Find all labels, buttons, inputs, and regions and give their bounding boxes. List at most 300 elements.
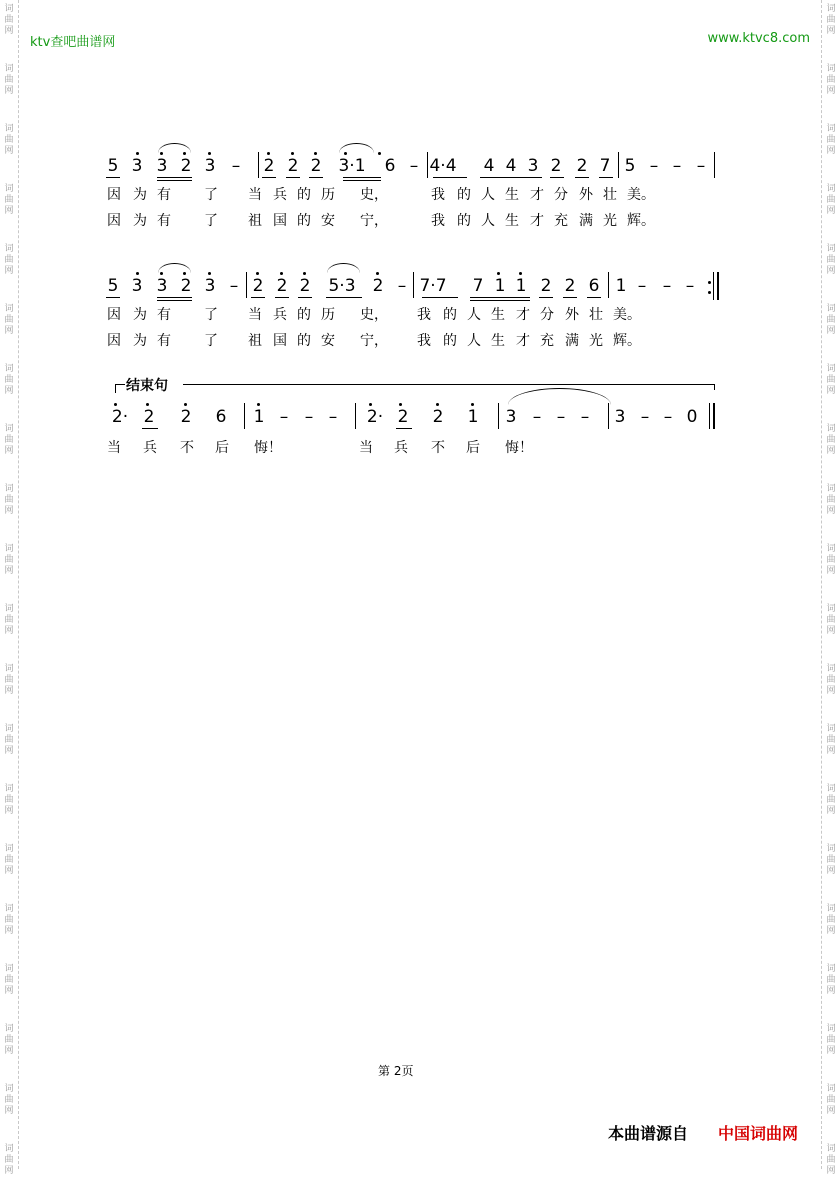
watermark-char: 网 <box>4 866 14 876</box>
lyric-char: 才 <box>530 213 544 229</box>
lyric-char: 了 <box>204 333 218 349</box>
watermark-char: 词 <box>826 664 836 674</box>
lyric-char: 生 <box>505 213 519 229</box>
note: 7·7 <box>419 276 447 296</box>
lyric-char: 国 <box>273 333 287 349</box>
lyric-char: 为 <box>133 213 147 229</box>
lyric-char: 的 <box>457 213 471 229</box>
lyric-char: 的 <box>443 307 457 323</box>
watermark-char: 曲 <box>826 15 836 25</box>
lyric-char: 后 <box>466 440 480 456</box>
watermark-char: 词 <box>4 1024 14 1034</box>
watermark-char: 曲 <box>826 75 836 85</box>
watermark-group <box>0 660 18 720</box>
watermark-char: 词 <box>4 244 14 254</box>
underline <box>539 297 553 298</box>
ending-label: 结束句 <box>126 378 168 394</box>
watermark-char: 网 <box>4 86 14 96</box>
underline <box>470 300 530 301</box>
watermark-char: 曲 <box>826 675 836 685</box>
lyric-char: 才 <box>516 333 530 349</box>
watermark-char: 词 <box>4 964 14 974</box>
note: 7 <box>599 156 611 176</box>
lyric-char: 为 <box>133 187 147 203</box>
note: – <box>556 407 566 427</box>
note: – <box>696 156 706 176</box>
watermark-char: 网 <box>4 926 14 936</box>
note: 4·4 <box>429 156 457 176</box>
left-watermark-strip <box>0 0 19 1176</box>
watermark-char: 网 <box>826 986 836 996</box>
watermark-group <box>822 240 840 300</box>
watermark-group <box>822 960 840 1020</box>
watermark-char: 曲 <box>4 1155 14 1165</box>
tie-arc <box>339 143 374 153</box>
lyric-char: 我 <box>431 187 445 203</box>
note: 2 <box>180 156 192 176</box>
watermark-char: 词 <box>4 184 14 194</box>
watermark-group <box>0 480 18 540</box>
watermark-char: 网 <box>826 86 836 96</box>
note: 7 <box>472 276 484 296</box>
barline <box>258 152 259 178</box>
watermark-char: 词 <box>4 544 14 554</box>
underline <box>157 300 192 301</box>
watermark-char: 曲 <box>826 855 836 865</box>
lyric-char: 壮 <box>589 307 603 323</box>
lyric-char: 安 <box>321 333 335 349</box>
octave-dot <box>208 272 211 275</box>
note: – <box>637 276 647 296</box>
watermark-char: 网 <box>826 386 836 396</box>
octave-dot <box>256 272 259 275</box>
underline <box>157 297 192 298</box>
octave-dot <box>257 403 260 406</box>
watermark-char: 网 <box>826 806 836 816</box>
watermark-char: 曲 <box>826 1155 836 1165</box>
lyric-char: 因 <box>107 187 121 203</box>
note: 2· <box>366 407 384 427</box>
octave-dot <box>136 152 139 155</box>
octave-dot <box>436 403 439 406</box>
watermark-group <box>822 900 840 960</box>
watermark-char: 网 <box>4 326 14 336</box>
lyric-char: 光 <box>589 333 603 349</box>
lyric-char: 兵 <box>394 440 408 456</box>
underline <box>286 177 300 178</box>
watermark-char: 词 <box>4 1084 14 1094</box>
repeat-dot <box>708 291 711 294</box>
watermark-group <box>0 360 18 420</box>
lyric-char: 我 <box>431 213 445 229</box>
note: – <box>685 276 695 296</box>
note: 3 <box>204 276 216 296</box>
watermark-char: 词 <box>4 304 14 314</box>
watermark-char: 词 <box>4 784 14 794</box>
underline <box>275 297 289 298</box>
octave-dot <box>280 272 283 275</box>
lyric-char: 我 <box>417 307 431 323</box>
note: 4 <box>505 156 517 176</box>
watermark-char: 网 <box>4 746 14 756</box>
lyric-char: 祖 <box>248 333 262 349</box>
watermark-char: 网 <box>826 746 836 756</box>
lyric-char: 为 <box>133 307 147 323</box>
ending-bracket-corner <box>115 384 125 393</box>
note: 2 <box>564 276 576 296</box>
lyric-char: 为 <box>133 333 147 349</box>
lyric-char: 充 <box>540 333 554 349</box>
octave-dot <box>136 272 139 275</box>
underline <box>298 297 312 298</box>
watermark-group <box>822 360 840 420</box>
lyric-char: 人 <box>481 213 495 229</box>
watermark-char: 词 <box>826 784 836 794</box>
lyric-char: 人 <box>481 187 495 203</box>
lyric-char: 有 <box>157 333 171 349</box>
watermark-char: 网 <box>4 206 14 216</box>
watermark-char: 曲 <box>4 495 14 505</box>
watermark-char: 网 <box>826 1046 836 1056</box>
watermark-char: 曲 <box>826 735 836 745</box>
ending-bracket-tick <box>714 384 715 390</box>
watermark-char: 词 <box>4 1144 14 1154</box>
note: – <box>649 156 659 176</box>
note: 2 <box>276 276 288 296</box>
watermark-char: 曲 <box>826 435 836 445</box>
underline <box>470 297 530 298</box>
note: 3 <box>156 276 168 296</box>
note: 3 <box>131 276 143 296</box>
lyric-char: 悔！ <box>254 440 282 456</box>
lyric-char: 生 <box>505 187 519 203</box>
watermark-char: 词 <box>4 484 14 494</box>
watermark-char: 词 <box>826 1024 836 1034</box>
octave-dot <box>208 152 211 155</box>
watermark-char: 曲 <box>4 555 14 565</box>
watermark-group <box>0 600 18 660</box>
watermark-char: 词 <box>4 424 14 434</box>
watermark-group <box>822 840 840 900</box>
underline <box>422 297 458 298</box>
octave-dot <box>519 272 522 275</box>
watermark-group <box>0 180 18 240</box>
note: – <box>229 276 239 296</box>
watermark-char: 网 <box>4 1106 14 1116</box>
tie-arc <box>158 263 191 273</box>
lyric-char: 当 <box>359 440 373 456</box>
note: 2 <box>310 156 322 176</box>
watermark-group <box>822 1140 840 1200</box>
underline <box>563 297 577 298</box>
watermark-char: 曲 <box>4 675 14 685</box>
note: 1 <box>494 276 506 296</box>
note: 2 <box>397 407 409 427</box>
watermark-group <box>0 720 18 780</box>
lyric-char: 才 <box>530 187 544 203</box>
watermark-char: 词 <box>4 724 14 734</box>
note: 1 <box>515 276 527 296</box>
watermark-char: 词 <box>826 844 836 854</box>
underline <box>326 297 362 298</box>
lyric-char: 的 <box>457 187 471 203</box>
note: 2 <box>287 156 299 176</box>
watermark-char: 网 <box>4 686 14 696</box>
lyric-char: 安 <box>321 213 335 229</box>
note: 2 <box>180 407 192 427</box>
watermark-group <box>822 1020 840 1080</box>
octave-dot <box>184 403 187 406</box>
watermark-char: 曲 <box>4 435 14 445</box>
watermark-char: 网 <box>4 986 14 996</box>
watermark-char: 网 <box>4 446 14 456</box>
watermark-char: 曲 <box>826 375 836 385</box>
note: 6 <box>588 276 600 296</box>
watermark-char: 曲 <box>4 855 14 865</box>
watermark-char: 网 <box>826 866 836 876</box>
note: – <box>663 407 673 427</box>
lyric-char: 后 <box>215 440 229 456</box>
watermark-char: 词 <box>826 364 836 374</box>
watermark-char: 网 <box>4 386 14 396</box>
note: 3 <box>614 407 626 427</box>
note: 3·1 <box>338 156 366 176</box>
note: 5 <box>107 276 119 296</box>
underline <box>309 177 323 178</box>
watermark-char: 曲 <box>4 75 14 85</box>
lyric-char: 有 <box>157 307 171 323</box>
watermark-char: 曲 <box>4 195 14 205</box>
lyric-char: 不 <box>431 440 445 456</box>
octave-dot <box>399 403 402 406</box>
watermark-group <box>0 1020 18 1080</box>
watermark-char: 词 <box>826 604 836 614</box>
note: 6 <box>215 407 227 427</box>
watermark-char: 曲 <box>826 315 836 325</box>
double-barline-thin <box>713 272 714 300</box>
lyric-char: 了 <box>204 213 218 229</box>
note: 5 <box>624 156 636 176</box>
lyric-char: 的 <box>297 307 311 323</box>
note: – <box>397 276 407 296</box>
watermark-char: 曲 <box>826 795 836 805</box>
lyric-char: 分 <box>540 307 554 323</box>
barline <box>355 403 356 429</box>
watermark-group <box>822 600 840 660</box>
watermark-char: 网 <box>4 506 14 516</box>
repeat-dot <box>708 281 711 284</box>
lyric-char: 悔！ <box>505 440 533 456</box>
lyric-char: 因 <box>107 333 121 349</box>
underline <box>396 428 412 429</box>
watermark-char: 词 <box>826 904 836 914</box>
watermark-group <box>0 1140 18 1200</box>
lyric-char: 生 <box>491 333 505 349</box>
watermark-group <box>822 180 840 240</box>
watermark-group <box>822 780 840 840</box>
octave-dot <box>471 403 474 406</box>
note: 3 <box>204 156 216 176</box>
watermark-group <box>0 120 18 180</box>
watermark-char: 词 <box>826 1084 836 1094</box>
watermark-char: 网 <box>4 1046 14 1056</box>
octave-dot <box>369 403 372 406</box>
lyric-char: 的 <box>297 213 311 229</box>
watermark-char: 曲 <box>4 735 14 745</box>
watermark-char: 曲 <box>4 915 14 925</box>
note: 2 <box>299 276 311 296</box>
watermark-char: 词 <box>826 124 836 134</box>
note: 0 <box>686 407 698 427</box>
note: 4 <box>483 156 495 176</box>
underline <box>550 177 564 178</box>
watermark-char: 曲 <box>4 1035 14 1045</box>
watermark-char: 曲 <box>4 615 14 625</box>
lyric-char: 兵 <box>143 440 157 456</box>
watermark-char: 词 <box>826 424 836 434</box>
lyric-char: 因 <box>107 307 121 323</box>
lyric-char: 历 <box>321 187 335 203</box>
watermark-char: 词 <box>826 4 836 14</box>
watermark-group <box>0 780 18 840</box>
lyric-char: 当 <box>107 440 121 456</box>
underline <box>587 297 601 298</box>
watermark-char: 网 <box>4 146 14 156</box>
underline <box>142 428 158 429</box>
site-name: ktv查吧曲谱网 <box>30 35 116 50</box>
ending-bracket-line <box>183 384 715 385</box>
lyric-char: 外 <box>565 307 579 323</box>
watermark-char: 网 <box>826 626 836 636</box>
note: 3 <box>131 156 143 176</box>
note: 2 <box>180 276 192 296</box>
lyric-char: 人 <box>467 333 481 349</box>
watermark-char: 曲 <box>826 915 836 925</box>
octave-dot <box>314 152 317 155</box>
watermark-group <box>822 540 840 600</box>
note: 2 <box>550 156 562 176</box>
site-url: www.ktvc8.com <box>707 31 810 46</box>
underline <box>157 177 192 178</box>
source-label: 本曲谱源自 <box>608 1124 689 1143</box>
watermark-char: 词 <box>4 664 14 674</box>
watermark-char: 曲 <box>826 195 836 205</box>
watermark-char: 词 <box>826 64 836 74</box>
octave-dot <box>303 272 306 275</box>
lyric-char: 国 <box>273 213 287 229</box>
watermark-char: 词 <box>826 544 836 554</box>
note: 1 <box>467 407 479 427</box>
note: – <box>409 156 419 176</box>
barline <box>608 272 609 298</box>
lyric-char: 宁， <box>360 333 388 349</box>
watermark-char: 词 <box>826 304 836 314</box>
watermark-group <box>822 420 840 480</box>
note: – <box>640 407 650 427</box>
watermark-char: 曲 <box>826 135 836 145</box>
note: 5 <box>107 156 119 176</box>
underline <box>480 177 542 178</box>
barline <box>618 152 619 178</box>
lyric-char: 历 <box>321 307 335 323</box>
lyric-char: 当 <box>248 187 262 203</box>
watermark-char: 曲 <box>826 495 836 505</box>
barline <box>608 403 609 429</box>
watermark-char: 词 <box>826 484 836 494</box>
barline <box>413 272 414 298</box>
note: 2 <box>252 276 264 296</box>
watermark-char: 曲 <box>826 555 836 565</box>
note: 3 <box>156 156 168 176</box>
watermark-char: 曲 <box>4 15 14 25</box>
watermark-char: 曲 <box>4 375 14 385</box>
watermark-char: 曲 <box>826 975 836 985</box>
octave-dot <box>291 152 294 155</box>
note: – <box>580 407 590 427</box>
watermark-group <box>822 0 840 60</box>
note: 2 <box>372 276 384 296</box>
watermark-group <box>822 480 840 540</box>
barline <box>714 152 715 178</box>
watermark-group <box>822 720 840 780</box>
note: 2 <box>540 276 552 296</box>
note: 2 <box>143 407 155 427</box>
underline <box>343 177 381 178</box>
watermark-group <box>822 1080 840 1140</box>
watermark-char: 网 <box>826 686 836 696</box>
lyric-char: 才 <box>516 307 530 323</box>
lyric-char: 的 <box>297 187 311 203</box>
underline <box>106 177 120 178</box>
lyric-char: 满 <box>579 213 593 229</box>
note: – <box>304 407 314 427</box>
octave-dot <box>114 403 117 406</box>
watermark-char: 网 <box>826 1106 836 1116</box>
watermark-char: 网 <box>826 206 836 216</box>
double-barline-thick <box>717 272 719 300</box>
watermark-char: 词 <box>826 244 836 254</box>
lyric-char: 辉。 <box>627 213 655 229</box>
underline <box>251 297 265 298</box>
lyric-char: 美。 <box>627 187 655 203</box>
lyric-char: 史， <box>360 307 388 323</box>
watermark-group <box>822 120 840 180</box>
watermark-char: 网 <box>826 506 836 516</box>
watermark-char: 词 <box>826 964 836 974</box>
watermark-group <box>0 840 18 900</box>
watermark-char: 网 <box>826 1166 836 1176</box>
note: 1 <box>615 276 627 296</box>
watermark-char: 词 <box>4 124 14 134</box>
underline <box>575 177 589 178</box>
lyric-char: 了 <box>204 307 218 323</box>
note: 1 <box>253 407 265 427</box>
lyric-char: 因 <box>107 213 121 229</box>
lyric-char: 宁， <box>360 213 388 229</box>
note: – <box>279 407 289 427</box>
note: – <box>672 156 682 176</box>
lyric-char: 辉。 <box>613 333 641 349</box>
watermark-group <box>0 540 18 600</box>
watermark-char: 网 <box>4 806 14 816</box>
note: 2· <box>111 407 129 427</box>
right-watermark-strip <box>821 0 840 1176</box>
page-number: 第 2页 <box>378 1064 414 1078</box>
watermark-char: 网 <box>4 626 14 636</box>
watermark-char: 曲 <box>4 1095 14 1105</box>
lyric-char: 了 <box>204 187 218 203</box>
watermark-char: 词 <box>826 184 836 194</box>
